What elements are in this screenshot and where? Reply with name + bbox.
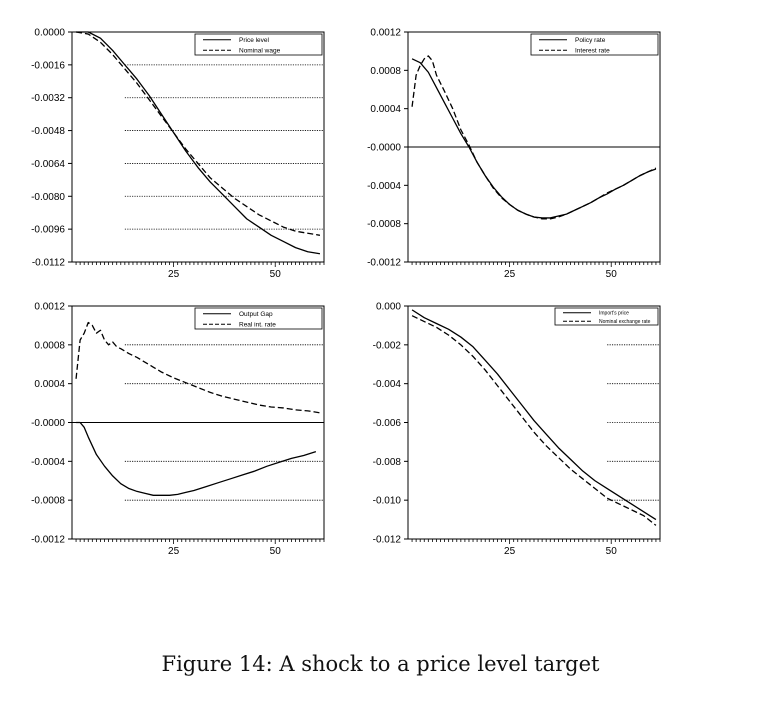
series-line: [76, 32, 320, 254]
y-tick-label: -0.0000: [31, 418, 65, 429]
panel-import-price-exchange-rate: [373, 302, 660, 558]
legend-label: Nominal exchange rate: [599, 319, 651, 325]
y-tick-label: -0.0112: [31, 257, 65, 269]
y-tick-label: -0.010: [372, 495, 401, 507]
panel-output-gap-real-rate: [31, 302, 324, 558]
x-tick-label: 25: [168, 269, 180, 280]
legend-label: Policy rate: [575, 37, 606, 45]
y-tick-label: -0.0012: [367, 257, 401, 269]
y-tick-label: -0.004: [372, 379, 401, 391]
y-tick-label: -0.0004: [31, 456, 65, 468]
y-tick-label: 0.000: [375, 301, 401, 313]
y-tick-label: 0.0000: [34, 27, 65, 39]
y-tick-label: -0.008: [372, 456, 401, 468]
x-tick-label: 25: [504, 546, 516, 557]
legend-label: Interest rate: [575, 47, 610, 55]
y-tick-label: -0.006: [372, 418, 401, 429]
series-line: [76, 423, 316, 496]
y-tick-label: -0.0008: [31, 495, 65, 507]
y-tick-label: -0.002: [372, 340, 401, 352]
y-tick-label: 0.0008: [370, 65, 401, 77]
legend-label: Real int. rate: [239, 321, 276, 329]
x-tick-label: 25: [504, 269, 516, 280]
x-tick-label: 50: [269, 269, 281, 280]
x-tick-label: 50: [605, 269, 617, 280]
legend-label: Output Gap: [239, 311, 273, 319]
y-tick-label: 0.0012: [370, 27, 401, 39]
x-tick-label: 50: [269, 546, 281, 557]
legend-label: Import's price: [599, 310, 629, 317]
y-tick-label: 0.0004: [370, 104, 401, 116]
legend-label: Price level: [239, 37, 269, 45]
y-tick-label: -0.0008: [367, 219, 401, 231]
series-line: [412, 59, 656, 218]
figure-caption: Figure 14: A shock to a price level target: [161, 652, 600, 676]
y-tick-label: -0.0032: [31, 93, 65, 105]
y-tick-label: 0.0008: [34, 340, 65, 352]
legend-label: Nominal wage: [239, 47, 281, 55]
y-tick-label: -0.0016: [31, 60, 65, 72]
panel-policy-interest-rate: [367, 28, 660, 281]
y-tick-label: 0.0004: [34, 379, 65, 391]
y-tick-label: -0.012: [372, 534, 401, 546]
y-tick-label: 0.0012: [34, 301, 65, 313]
y-tick-label: -0.0064: [31, 158, 65, 170]
x-tick-label: 25: [168, 546, 180, 557]
series-line: [412, 56, 656, 219]
y-tick-label: -0.0000: [367, 142, 401, 154]
x-tick-label: 50: [605, 546, 617, 557]
y-tick-label: -0.0080: [31, 191, 65, 203]
panel-price-level-nominal-wage: [31, 28, 324, 281]
y-tick-label: -0.0096: [31, 224, 65, 236]
series-line: [412, 310, 656, 520]
series-line: [76, 32, 320, 235]
series-line: [76, 323, 320, 413]
y-tick-label: -0.0004: [367, 180, 401, 192]
y-tick-label: -0.0012: [31, 534, 65, 546]
y-tick-label: -0.0048: [31, 126, 65, 138]
